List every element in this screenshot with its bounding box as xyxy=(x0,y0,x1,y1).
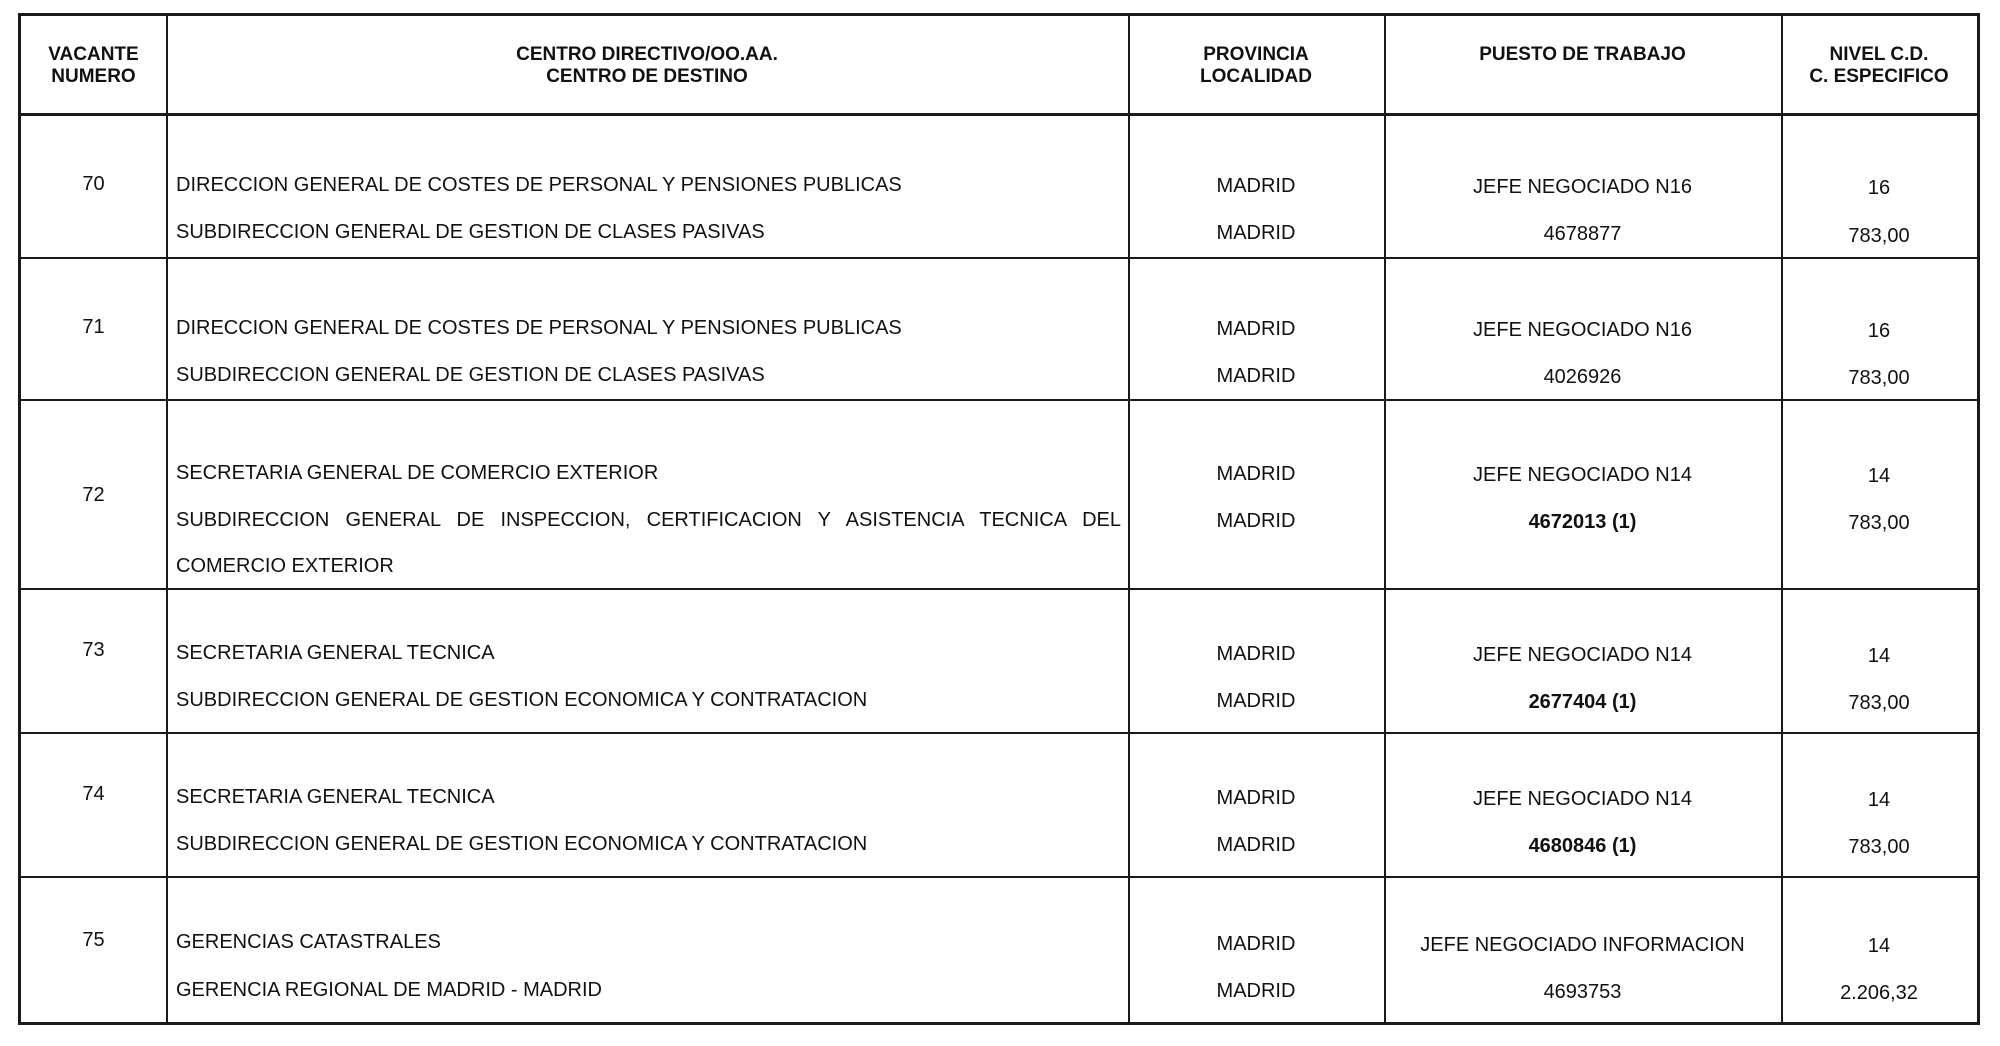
vacante-number: 72 xyxy=(82,484,105,506)
complemento-especifico: 783,00 xyxy=(1848,367,1910,389)
vacante-number: 75 xyxy=(82,929,105,951)
table-row xyxy=(21,590,1977,734)
complemento-especifico: 783,00 xyxy=(1848,225,1910,247)
complemento-especifico: 2.206,32 xyxy=(1840,982,1918,1004)
puesto-codigo: 4672013 (1) xyxy=(1528,511,1637,533)
provincia: MADRID xyxy=(1216,318,1296,340)
centro-destino: SUBDIRECCION GENERAL DE GESTION ECONOMICA Y CONTRATACION xyxy=(176,833,868,855)
vacante-number: 73 xyxy=(82,639,105,661)
nivel-cd: 16 xyxy=(1867,177,1891,199)
nivel-cd: 14 xyxy=(1867,935,1891,957)
puesto-trabajo: JEFE NEGOCIADO INFORMACION xyxy=(1420,934,1745,956)
header-text: VACANTE xyxy=(48,44,139,65)
centro-directivo: SECRETARIA GENERAL TECNICA xyxy=(176,786,495,808)
localidad: MADRID xyxy=(1216,510,1296,532)
provincia: MADRID xyxy=(1216,933,1296,955)
table-row xyxy=(21,878,1977,1022)
nivel-cd: 14 xyxy=(1867,789,1891,811)
puesto-trabajo: JEFE NEGOCIADO N14 xyxy=(1473,644,1692,666)
provincia: MADRID xyxy=(1216,643,1296,665)
centro-destino: SUBDIRECCION GENERAL DE GESTION DE CLASES PASIVAS xyxy=(176,221,765,243)
centro-directivo: DIRECCION GENERAL DE COSTES DE PERSONAL Y PENSIONES PUBLICAS xyxy=(176,317,902,339)
centro-directivo: SECRETARIA GENERAL DE COMERCIO EXTERIOR xyxy=(176,462,659,484)
puesto-trabajo: JEFE NEGOCIADO N14 xyxy=(1473,788,1692,810)
table-row xyxy=(21,259,1977,401)
localidad: MADRID xyxy=(1216,365,1296,387)
puesto-trabajo: JEFE NEGOCIADO N16 xyxy=(1473,176,1692,198)
header-text: CENTRO DE DESTINO xyxy=(546,66,748,87)
centro-destino: SUBDIRECCION GENERAL DE INSPECCION, CERTIFICACION Y ASISTENCIA TECNICA DEL xyxy=(176,509,1121,531)
puesto-codigo: 4693753 xyxy=(1543,981,1622,1003)
centro-destino: SUBDIRECCION GENERAL DE GESTION DE CLASES PASIVAS xyxy=(176,364,765,386)
complemento-especifico: 783,00 xyxy=(1848,836,1910,858)
table-row xyxy=(21,734,1977,878)
complemento-especifico: 783,00 xyxy=(1848,692,1910,714)
centro-destino-continued: COMERCIO EXTERIOR xyxy=(176,555,394,577)
puesto-codigo: 4026926 xyxy=(1543,366,1622,388)
header-text: NIVEL C.D. xyxy=(1829,44,1929,65)
centro-destino: GERENCIA REGIONAL DE MADRID - MADRID xyxy=(176,979,602,1001)
puesto-codigo: 4680846 (1) xyxy=(1528,835,1637,857)
header-text: NUMERO xyxy=(51,66,136,87)
localidad: MADRID xyxy=(1216,980,1296,1002)
localidad: MADRID xyxy=(1216,834,1296,856)
header-text: CENTRO DIRECTIVO/OO.AA. xyxy=(516,44,778,65)
centro-destino: SUBDIRECCION GENERAL DE GESTION ECONOMICA Y CONTRATACION xyxy=(176,689,868,711)
puesto-trabajo: JEFE NEGOCIADO N16 xyxy=(1473,319,1692,341)
header-centro xyxy=(166,16,1128,116)
puesto-codigo: 2677404 (1) xyxy=(1528,691,1637,713)
centro-directivo: DIRECCION GENERAL DE COSTES DE PERSONAL Y PENSIONES PUBLICAS xyxy=(176,174,902,196)
nivel-cd: 16 xyxy=(1867,320,1891,342)
table-row xyxy=(21,401,1977,590)
vacante-number: 70 xyxy=(82,173,105,195)
provincia: MADRID xyxy=(1216,175,1296,197)
header-text: C. ESPECIFICO xyxy=(1809,66,1949,87)
vacancies-table xyxy=(18,13,1980,1025)
nivel-cd: 14 xyxy=(1867,645,1891,667)
table-header xyxy=(21,16,1977,116)
nivel-cd: 14 xyxy=(1867,465,1891,487)
header-text: PROVINCIA xyxy=(1203,44,1309,65)
header-text: LOCALIDAD xyxy=(1200,66,1312,87)
provincia: MADRID xyxy=(1216,463,1296,485)
vacante-number: 74 xyxy=(82,783,105,805)
vacante-number: 71 xyxy=(82,316,105,338)
centro-directivo: SECRETARIA GENERAL TECNICA xyxy=(176,642,495,664)
complemento-especifico: 783,00 xyxy=(1848,512,1910,534)
header-text: PUESTO DE TRABAJO xyxy=(1479,44,1686,65)
header-nivel xyxy=(1781,16,1977,116)
puesto-trabajo: JEFE NEGOCIADO N14 xyxy=(1473,464,1692,486)
header-puesto xyxy=(1384,16,1781,116)
localidad: MADRID xyxy=(1216,222,1296,244)
header-vacante xyxy=(21,16,166,116)
centro-directivo: GERENCIAS CATASTRALES xyxy=(176,931,441,953)
localidad: MADRID xyxy=(1216,690,1296,712)
provincia: MADRID xyxy=(1216,787,1296,809)
puesto-codigo: 4678877 xyxy=(1543,223,1622,245)
table-row xyxy=(21,116,1977,259)
header-provincia xyxy=(1128,16,1384,116)
